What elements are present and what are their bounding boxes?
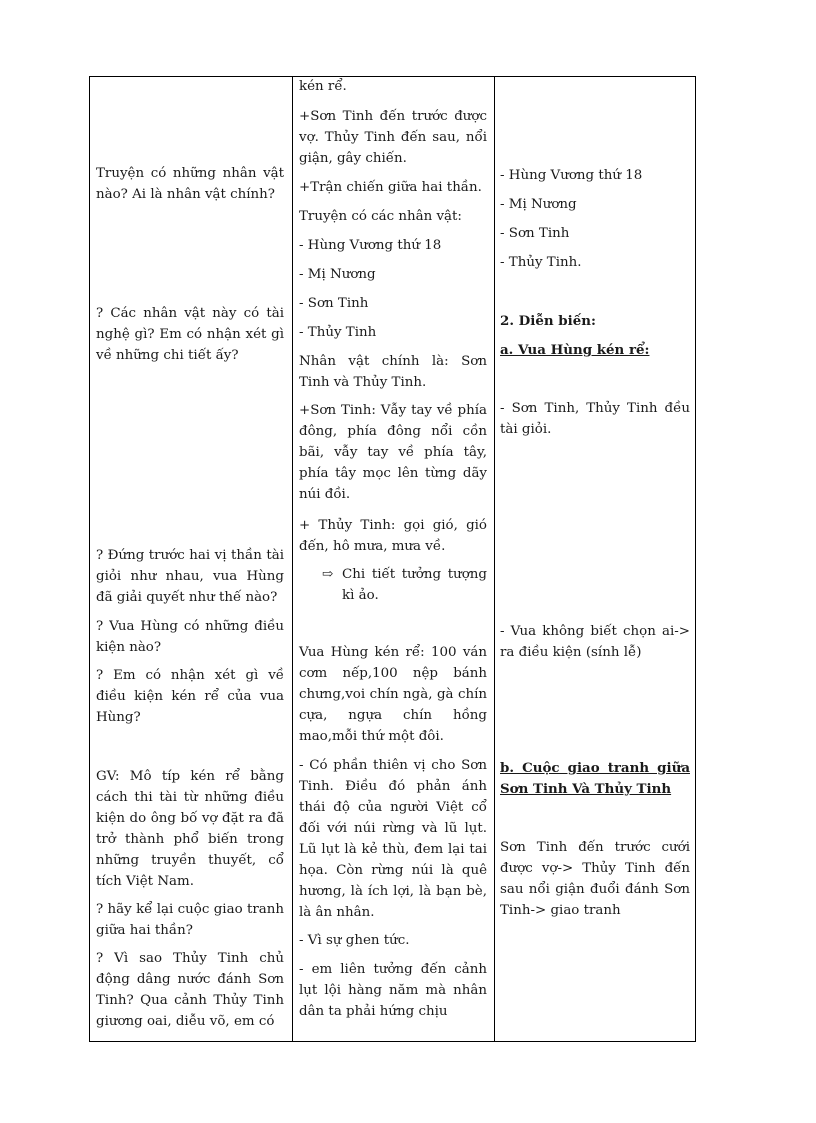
section-heading-battle: b. Cuộc giao tranh giữa Sơn Tinh Và Thủy Tinh: [500, 760, 690, 797]
answer-text: Truyện có các nhân vật:: [299, 209, 462, 224]
answer-list-item: - Mị Nương: [299, 267, 376, 282]
answer-wedding-gifts: Vua Hùng kén rể: 100 ván cơm nếp,100 nệp bánh chưng,voi chín ngà, gà chín cựa, ngựa chín hồng mao,mỗi thứ một đôi.: [299, 645, 487, 744]
note-list-item: - Hùng Vương thứ 18: [500, 168, 643, 183]
answer-list-item: - Thủy Tinh: [299, 325, 377, 340]
answer-son-tinh-talent: +Sơn Tinh: Vẫy tay về phía đông, phía đông nổi cồn bãi, vẫy tay về phía tây, phía tây mọc lên từng dãy núi đồi.: [299, 403, 487, 502]
answer-flood-association: - em liên tưởng đến cảnh lụt lội hàng năm mà nhân dân ta phải hứng chịu: [299, 962, 487, 1019]
column-divider-1: [292, 77, 293, 1041]
question-characters: Truyện có những nhân vật nào? Ai là nhân vật chính?: [96, 166, 284, 202]
note-list-item: - Sơn Tinh: [500, 226, 570, 241]
note-list-item: - Mị Nương: [500, 197, 577, 212]
question-condition-opinion: ? Em có nhận xét gì về điều kiện kén rể của vua Hùng?: [96, 668, 284, 725]
question-conditions: ? Vua Hùng có những điều kiện nào?: [96, 619, 284, 655]
answer-jealousy: - Vì sự ghen tức.: [299, 933, 410, 948]
answer-text: +Trận chiến giữa hai thần.: [299, 180, 482, 195]
column-divider-2: [494, 77, 495, 1041]
answer-list-item: - Hùng Vương thứ 18: [299, 238, 442, 253]
question-king-decision: ? Đứng trước hai vị thần tài giỏi như nhau, vua Hùng đã giải quyết như thế nào?: [96, 548, 284, 605]
note-king-conditions: - Vua không biết chọn ai-> ra điều kiện (sính lễ): [500, 624, 690, 660]
note-list-item: - Thủy Tinh.: [500, 255, 582, 270]
question-talents: ? Các nhân vật này có tài nghệ gì? Em có nhận xét gì về những chi tiết ấy?: [96, 306, 284, 363]
teacher-note: GV: Mô típ kén rể bằng cách thi tài từ những điều kiện do ông bố vợ đặt ra đã trở thành phổ biến trong những truyền thuyết, cổ tích Việt Nam.: [96, 769, 284, 889]
note-battle-summary: Sơn Tinh đến trước cưới được vợ-> Thủy Tinh đến sau nổi giận đuổi đánh Sơn Tinh-> giao tranh: [500, 840, 690, 918]
answer-text: +Sơn Tinh đến trước được vợ. Thủy Tinh đến sau, nổi giận, gây chiến.: [299, 109, 487, 166]
section-heading-king-chooses: a. Vua Hùng kén rể:: [500, 342, 650, 358]
answer-text: kén rể.: [299, 79, 347, 94]
arrow-right-icon: ⇨: [322, 567, 334, 582]
answer-conclusion-text: Chi tiết tưởng tượng kì ảo.: [342, 567, 487, 603]
answer-list-item: - Sơn Tinh: [299, 296, 369, 311]
question-why-flood: ? Vì sao Thủy Tinh chủ động dâng nước đánh Sơn Tinh? Qua cảnh Thủy Tinh giương oai, diễu võ, em có: [96, 951, 284, 1029]
answer-main-characters: Nhân vật chính là: Sơn Tinh và Thủy Tinh.: [299, 354, 487, 390]
question-retell-battle: ? hãy kể lại cuộc giao tranh giữa hai thần?: [96, 902, 284, 938]
answer-conclusion: [322, 564, 487, 606]
note-both-talented: - Sơn Tinh, Thủy Tinh đều tài giỏi.: [500, 401, 690, 437]
section-heading-developments: 2. Diễn biến:: [500, 313, 596, 329]
answer-thuy-tinh-talent: + Thủy Tinh: gọi gió, gió đến, hô mưa, mưa về.: [299, 518, 487, 554]
answer-bias: - Có phần thiên vị cho Sơn Tinh. Điều đó phản ánh thái độ của người Việt cổ đối với núi rừng và lũ lụt. Lũ lụt là kẻ thù, đem lại tai họa. Còn rừng núi là quê hương, là ích lợi, là bạn bè, là ân nhân.: [299, 758, 487, 920]
